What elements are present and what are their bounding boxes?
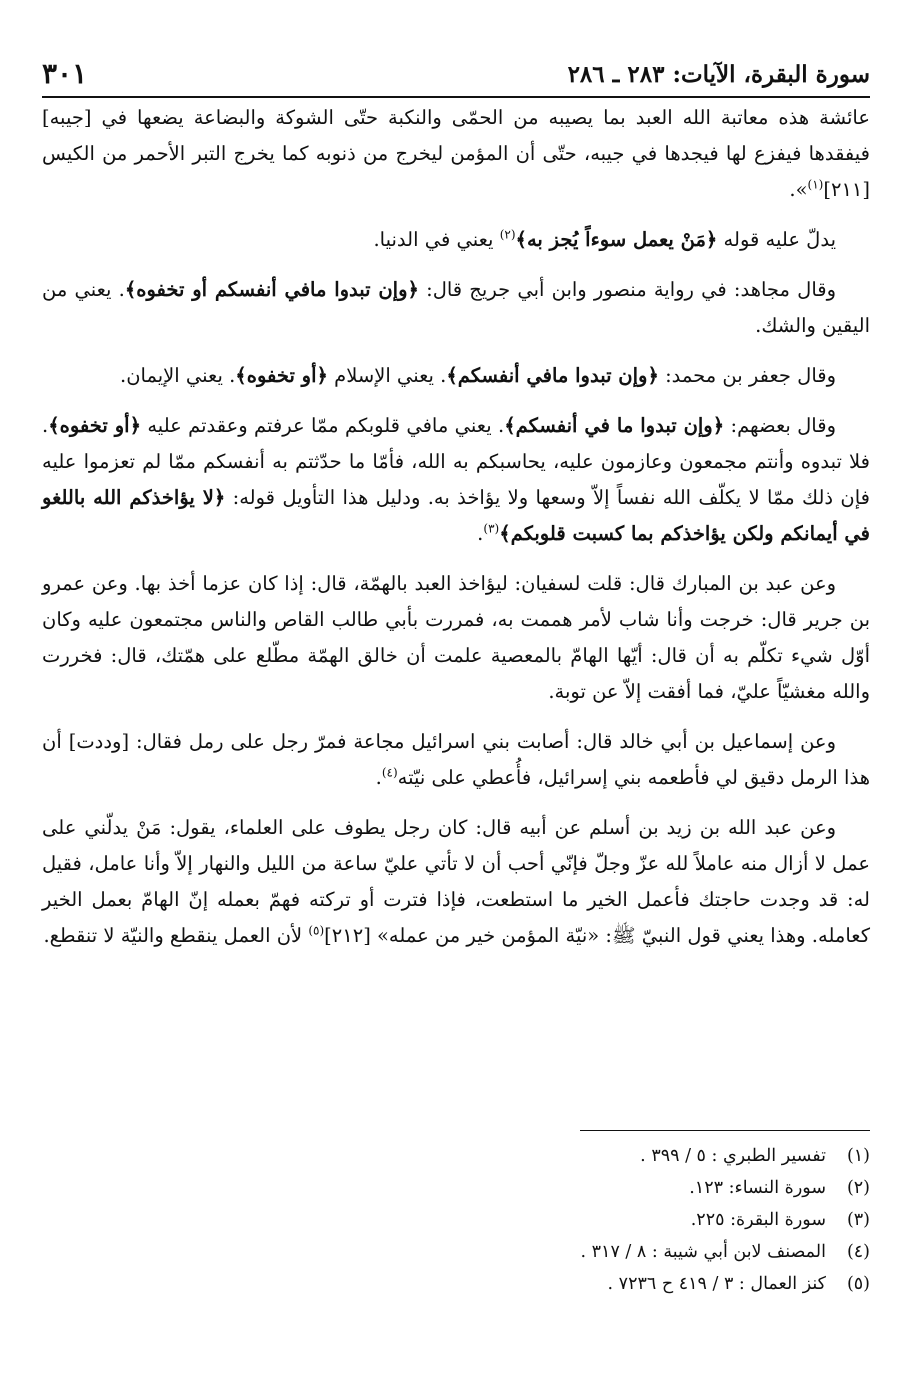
footnote-number: (٥) (846, 1274, 870, 1294)
quran-quote: ﴿أو تخفوه﴾ (48, 414, 141, 437)
footnote (42, 1268, 870, 1300)
footnote-ref: (٢) (499, 227, 516, 242)
footnote (42, 1204, 870, 1236)
running-title: سورة البقرة، الآيات: ٢٨٣ ـ ٢٨٦ (567, 61, 870, 88)
paragraph (42, 222, 870, 258)
footnotes (42, 1140, 870, 1300)
footnote-text: سورة البقرة: ٢٢٥. (690, 1210, 826, 1230)
text-run: . يعني مافي قلوبكم ممّا عرفتم وعقدتم عليه (141, 414, 505, 437)
paragraph (42, 408, 870, 552)
footnote-number: (٢) (846, 1178, 870, 1198)
quran-quote: ﴿وإن تبدوا مافي أنفسكم أو تخفوه﴾ (124, 278, 419, 301)
paragraph (42, 810, 870, 954)
paragraph (42, 100, 870, 208)
quran-quote: ﴿مَنْ يعمل سوءاً يُجز به﴾ (515, 228, 718, 251)
paragraph (42, 358, 870, 394)
text-run: وقال جعفر بن محمد: (658, 364, 836, 387)
footnote-text: كنز العمال : ٣ / ٤١٩ ح ٧٢٣٦ . (607, 1274, 826, 1294)
text-run: عائشة هذه معاتبة الله العبد بما يصيبه من الحمّى والنكبة حتّى الشوكة والبضاعة يضعها في [جيبه] فيفقدها فيفزع لها فيجدها في جيبه، حتّى أن المؤمن ليخرج من ذنوبه كما يخرج التبر الأحمر من الكيس [٢١١] (42, 106, 870, 201)
paragraph (42, 272, 870, 344)
paragraph (42, 724, 870, 796)
page-number: ٣٠١ (42, 57, 88, 90)
text-run: وعن عبد بن المبارك قال: قلت لسفيان: ليؤاخذ العبد بالهمّة، قال: إذا كان عزما أخذ بها. وعن عمرو بن جرير قال: خرجت وأنا شاب لأمر هممت به، فمررت بأبي طالب القاص والناس مجتمعون عليه وكان أوّل شيء تكلّم به أن قال: أيّها الهامّ بالمعصية علمت أن خالق الهمّة مطّلع على همّتك، قال: فخررت والله مغشيّاً عليّ، فما أفقت إلاّ عن توبة. (42, 572, 870, 703)
footnote-number: (٤) (846, 1242, 870, 1262)
quran-quote: ﴿وإن تبدوا ما في أنفسكم﴾ (504, 414, 725, 437)
quran-quote: ﴿أو تخفوه﴾ (235, 364, 328, 387)
text-run: . يعني الإيمان. (120, 364, 236, 387)
footnote (42, 1172, 870, 1204)
text-run: . يعني الإسلام (327, 364, 447, 387)
text-run: ». (789, 178, 808, 201)
text-run: لأن العمل ينقطع والنيّة لا تنقطع. (43, 924, 309, 947)
footnote-text: المصنف لابن أبي شيبة : ٨ / ٣١٧ . (580, 1242, 826, 1262)
main-text (42, 100, 870, 968)
footnote-divider (580, 1130, 870, 1131)
footnote-number: (١) (846, 1146, 870, 1166)
footnote (42, 1140, 870, 1172)
quran-quote: ﴿لا يؤاخذكم الله باللغو في أيمانكم ولكن يؤاخذكم بما كسبت قلوبكم﴾ (42, 486, 870, 545)
quran-quote: ﴿وإن تبدوا مافي أنفسكم﴾ (446, 364, 659, 387)
text-run: وقال مجاهد: في رواية منصور وابن أبي جريج قال: (418, 278, 836, 301)
footnote-ref: (١) (807, 177, 824, 192)
footnote-ref: (٥) (308, 923, 325, 938)
page-header (42, 40, 870, 98)
paragraph (42, 566, 870, 710)
text-run: يدلّ عليه قوله (717, 228, 836, 251)
footnote-text: سورة النساء: ١٢٣. (689, 1178, 826, 1198)
footnote-text: تفسير الطبري : ٥ / ٣٩٩ . (640, 1146, 826, 1166)
text-run: . فلا تبدوه وأنتم مجمعون وعازمون عليه، يحاسبكم به الله، فأمّا ما حدّثتم به أنفسكم ممّا لم تعزموا عليه فإن ذلك ممّا لا يكلّف الله نفساً إلاّ وسعها ولا يؤاخذ به. ودليل هذا التأويل قوله: (42, 414, 870, 509)
footnote (42, 1236, 870, 1268)
text-run: وعن عبد الله بن زيد بن أسلم عن أبيه قال: كان رجل يطوف على العلماء، يقول: مَنْ يدلّني على عمل لا أزال منه عاملاً لله عزّ وجلّ فإنّي أحب أن لا تأتي عليّ ساعة من الليل والنهار إلاّ وأنا عامل، فقيل له: قد وجدت حاجتك فأعمل الخير ما استطعت، فإذا فترت أو تركته فهمّ بعمله إنّ الهامّ بعمل الخير كعامله. وهذا يعني قول النبيّ ﷺ: «نيّة المؤمن خير من عمله» [٢١٢] (42, 816, 870, 947)
text-run: وعن إسماعيل بن أبي خالد قال: أصابت بني اسرائيل مجاعة فمرّ رجل على رمل فقال: [وددت] أن هذا الرمل دقيق لي فأطعمه بني إسرائيل، فأُعطي على نيّته (42, 730, 870, 789)
footnote-ref: (٣) (483, 521, 500, 536)
text-run: يعني في الدنيا. (373, 228, 500, 251)
footnote-number: (٣) (846, 1210, 870, 1230)
text-run: . (477, 522, 484, 545)
text-run: . (375, 766, 382, 789)
footnote-ref: (٤) (381, 765, 398, 780)
text-run: . يعني من اليقين والشك. (42, 278, 870, 337)
text-run: وقال بعضهم: (724, 414, 836, 437)
